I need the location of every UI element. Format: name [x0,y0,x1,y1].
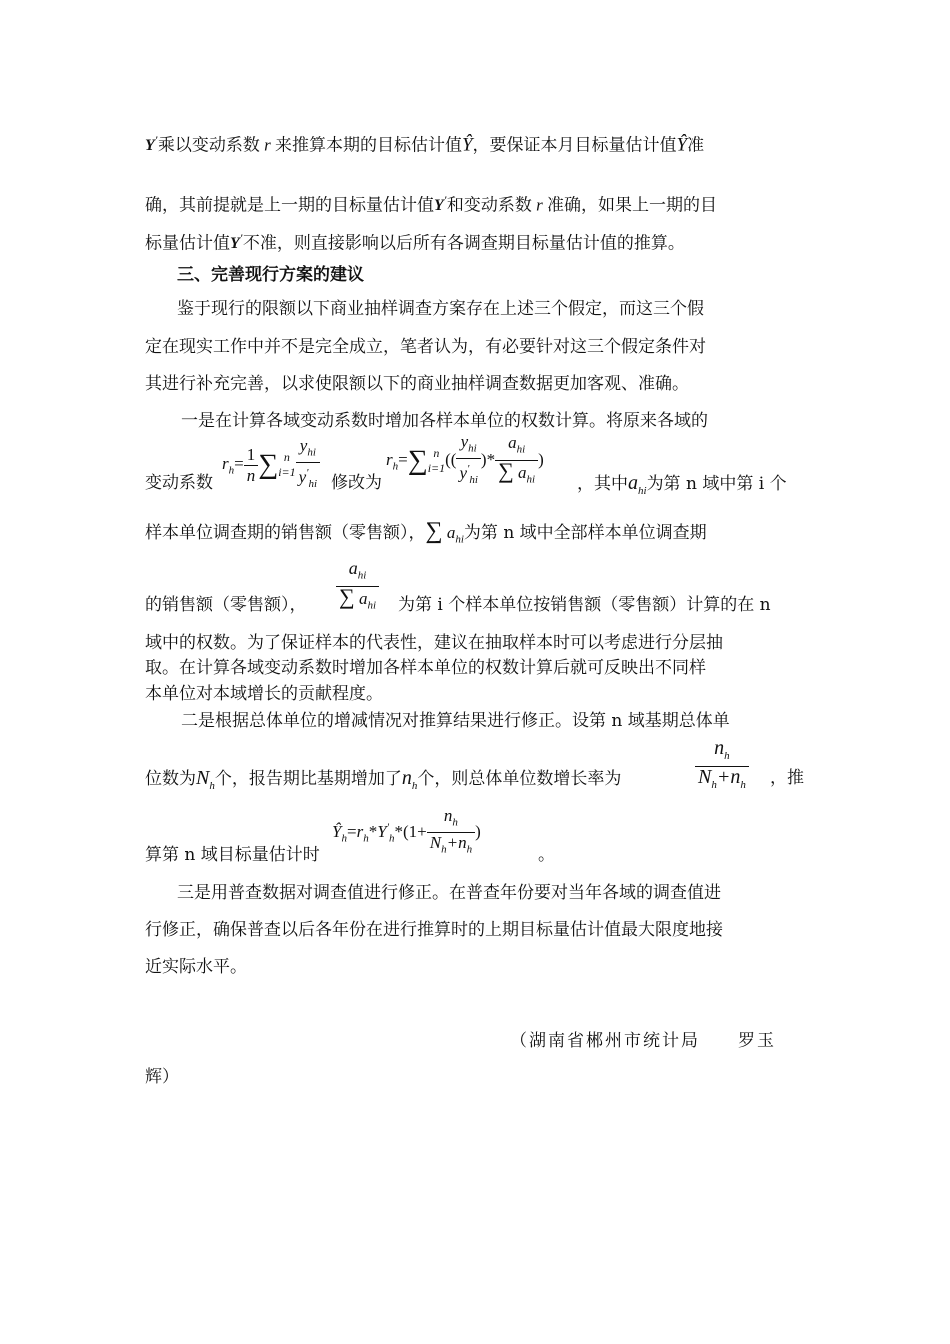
text-line: 其进行补充完善，以求使限额以下的商业抽样调查数据更加客观、准确。 [145,374,689,394]
text-span: 乘以变动系数 [157,135,260,156]
text-span: 为第 n 域中第 i 个 [646,474,787,494]
math-symbol: ∑ $a_{hi}$ [425,518,464,546]
text-line: 三是用普查数据对调查值进行修正。在普查年份要对当年各域的调查值进 [177,883,721,903]
formula-growth-rate: $\frac{n_h}{N_h+n_h}$ [695,738,749,795]
text-span: ，其中 [577,474,628,494]
text-span: 和变动系数 [446,195,532,216]
text-span: 的销售额（零售额）， [145,595,307,615]
text-span: 位数为 [145,769,196,789]
text-line [145,592,307,618]
text-line [145,842,320,868]
text-span: 准 [687,135,705,156]
text-line: 行修正，确保普查以后各年份在进行推算时的上期目标量估计值最大限度地接 [145,920,723,940]
text-line [538,842,555,868]
text-line: 定在现实工作中并不是完全成立，笔者认为，有必要针对这三个假定条件对 [145,337,706,357]
text-span: 个，报告期比基期增加了 [214,769,402,789]
text-line [577,470,787,504]
text-span: 修改为 [331,473,382,493]
text-line [398,592,771,618]
text-line [145,765,621,799]
text-span: 为第 n 域中全部样本单位调查期 [463,523,707,543]
text-span: 来推算本期的目标估计值 [274,135,462,156]
math-symbol: Y' [145,135,158,155]
formula-rh-modified: $r_h=\sum$ n i=1 (( $\frac{y_{hi}}{y'_{hi}}$ )* $\frac{a_{hi}}{\sum a_{hi}}$ ) [386,432,544,487]
text-span: 确，其前提就是上一期的目标量估计值 [145,195,434,216]
text-span: ，要保证本月目标量估计值 [472,135,677,156]
formula-weight: $\frac{a_{hi}}{\sum a_{hi}}$ [336,558,379,615]
math-symbol: $n_h$ [401,767,418,792]
text-span: 准确，如果上一期的目 [546,195,717,216]
math-symbol: $a_{hi}$ [628,472,647,497]
text-line: 鉴于现行的限额以下商业抽样调查方案存在上述三个假定，而这三个假 [177,299,704,319]
text-line: 取。在计算各域变动系数时增加各样本单位的权数计算后就可反映出不同样 [145,658,706,678]
text-line: 近实际水平。 [145,957,247,977]
signature: 辉） [145,1067,179,1087]
math-symbol: r [531,195,547,215]
text-line: 二是根据总体单位的增减情况对推算结果进行修正。设第 n 域基期总体单 [181,711,730,731]
text-span: 为第 i 个样本单位按销售额（零售额）计算的在 n [398,595,771,615]
math-symbol: Ŷ [461,134,473,156]
text-line [331,470,382,496]
text-span: 标量估计值 [145,233,230,254]
text-span: 个，则总体单位数增长率为 [417,769,622,789]
text-line [145,518,707,552]
formula-estimate: $Ŷ_h=r_h*Y'_h*(1+$ $\frac{n_h}{N_h+n_h}$ ) [332,806,481,856]
text-line: 本单位对本域增长的贡献程度。 [145,684,383,704]
text-line: 一是在计算各域变动系数时增加各样本单位的权数计算。将原来各域的 [181,411,708,431]
text-span: 样本单位调查期的销售额（零售额）， [145,523,426,543]
text-span: 算第 n 域目标量估计时 [145,845,320,865]
text-span: 不准，则直接影响以后所有各调查期目标量估计值的推算。 [242,233,685,254]
text-span: 。 [538,845,555,865]
text-line [145,128,704,159]
section-heading: 三、完善现行方案的建议 [177,265,364,285]
math-symbol: Ŷ [676,134,688,156]
signature: （湖南省郴州市统计局 罗玉 [510,1031,776,1051]
text-span: ，推 [770,768,804,788]
math-symbol: $N_h$ [196,767,215,792]
text-line [145,188,717,219]
math-symbol: Y' [230,233,243,253]
text-line [145,226,685,257]
formula-rh-original: $r_h=$ $\frac{1}{n}$ ∑ n i=1 $\frac{y_{hi}}{y'_{hi}}$ [222,436,320,494]
math-symbol: Y' [434,195,447,215]
text-line [145,470,213,496]
text-line [770,765,804,791]
math-symbol: r [259,135,275,155]
text-span: 变动系数 [145,473,213,493]
text-line: 域中的权数。为了保证样本的代表性，建议在抽取样本时可以考虑进行分层抽 [145,633,723,653]
